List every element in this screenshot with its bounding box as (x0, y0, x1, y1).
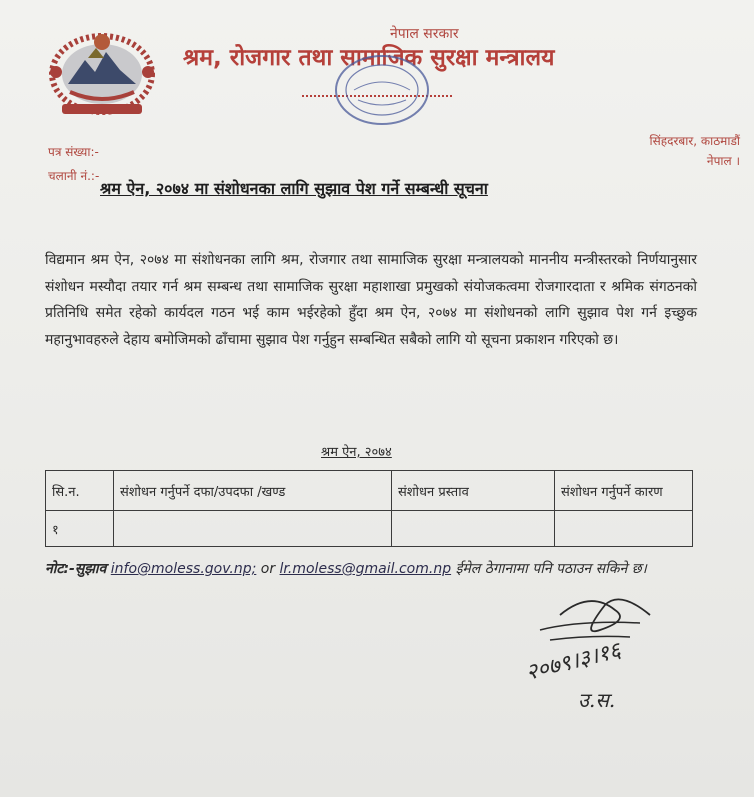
notice-title: श्रम ऐन, २०७४ मा संशोधनका लागि सुझाव पेश गर्ने सम्बन्धी सूचना (100, 179, 488, 198)
table-cell-section (114, 511, 392, 547)
note-text: ईमेल ठेगानामा पनि पठाउन सकिने छ। (455, 561, 647, 577)
ministry-name: श्रम, रोजगार तथा सामाजिक सुरक्षा मन्त्रालय (183, 45, 555, 71)
email-link-secondary[interactable]: lr.moless@gmail.com.np (279, 561, 452, 577)
letter-number-label: पत्र संख्या:- (48, 145, 99, 159)
column-header-section: संशोधन गर्नुपर्ने दफा/उपदफा /खण्ड (114, 471, 392, 511)
office-address (620, 131, 740, 171)
table-cell-proposal (392, 511, 555, 547)
column-header-serial: सि.न. (46, 471, 114, 511)
table-header-row (46, 471, 693, 511)
table-cell-serial: १ (46, 511, 114, 547)
submission-note (45, 555, 695, 583)
table-cell-reason (555, 511, 693, 547)
government-name: नेपाल सरकार (390, 26, 459, 42)
handwritten-signature (520, 585, 690, 715)
proposal-table (45, 470, 693, 547)
table-caption: श्रम ऐन, २०७४ (321, 445, 392, 460)
email-link-primary[interactable]: info@moless.gov.np; (110, 561, 257, 577)
address-line-1: सिंहदरबार, काठमाडौं (649, 134, 740, 148)
note-label: नोट:-सुझाव (45, 561, 107, 577)
signature-date: २०७९।३।१६ (523, 638, 624, 686)
note-or: or (260, 561, 276, 577)
dispatch-number-label: चलानी नं.:- (48, 169, 100, 183)
column-header-proposal: संशोधन प्रस्ताव (392, 471, 555, 511)
address-line-2: नेपाल । (706, 154, 740, 168)
office-seal-stamp-icon (322, 30, 442, 150)
column-header-reason: संशोधन गर्नुपर्ने कारण (555, 471, 693, 511)
notice-body: विद्यमान श्रम ऐन, २०७४ मा संशोधनका लागि श्रम, रोजगार तथा सामाजिक सुरक्षा मन्त्रालयको माननीय मन्त्रीस्तरको निर्णयानुसार संशोधन मस्यौदा तयार गर्न श्रम सम्बन्ध तथा सामाजिक सुरक्षा महाशाखा प्रमुखको संयोजकत्वमा रोजगारदाता र श्रमिक संगठनको प्रतिनिधि समेत रहेको कार्यदल गठन भई काम भईरहेको हुँदा श्रम ऐन, २०७४ मा संशोधनको लागि सुझाव पेश गर्न इच्छुक महानुभावहरुले देहाय बमोजिमको ढाँचामा सुझाव पेश गर्नुहुन सम्बन्धित सबैको लागि यो सूचना प्रकाशन गरिएको छ। (45, 252, 697, 348)
table-row (46, 511, 693, 547)
signature-initials: उ.स. (578, 688, 616, 712)
nepal-emblem-icon (40, 22, 164, 122)
